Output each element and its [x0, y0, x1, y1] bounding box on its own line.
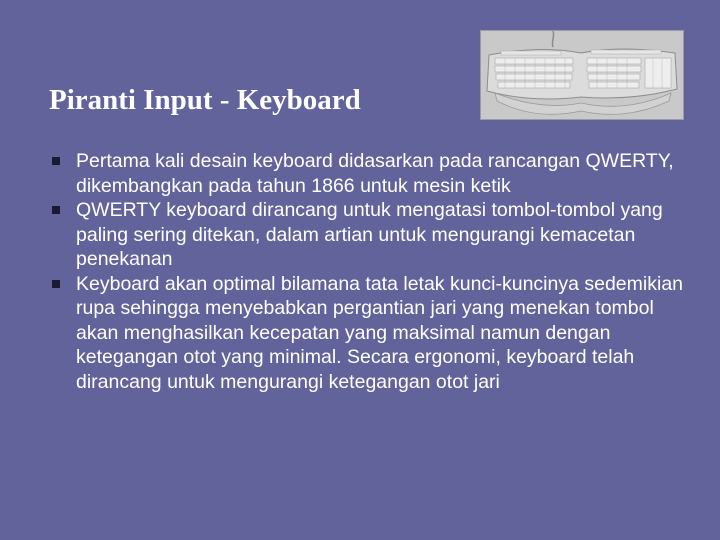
keyboard-icon	[481, 31, 683, 119]
square-bullet-icon	[52, 280, 60, 288]
bullet-text: Pertama kali desain keyboard didasarkan pada rancangan QWERTY, dikembangkan pada tahun 1866 untuk mesin ketik	[76, 150, 674, 197]
bullet-item	[52, 272, 692, 395]
bullet-text: Keyboard akan optimal bilamana tata letak kunci-kuncinya sedemikian rupa sehingga menyebabkan pergantian jari yang menekan tombol akan menghasilkan kecepatan yang maksimal namun dengan ketegangan otot yang minimal. Secara ergonomi, keyboard telah dirancang untuk mengurangi ketegangan otot jari	[76, 272, 684, 393]
bullet-item	[52, 149, 692, 198]
bullet-text: QWERTY keyboard dirancang untuk mengatasi tombol-tombol yang paling sering ditekan, dalam artian untuk mengurangi kemacetan penekanan	[76, 199, 663, 270]
bullet-item	[52, 198, 692, 272]
square-bullet-icon	[52, 206, 60, 214]
bullet-list	[52, 149, 692, 394]
slide-title: Piranti Input - Keyboard	[49, 84, 361, 116]
square-bullet-icon	[52, 157, 60, 165]
ergonomic-keyboard-image	[480, 30, 684, 120]
